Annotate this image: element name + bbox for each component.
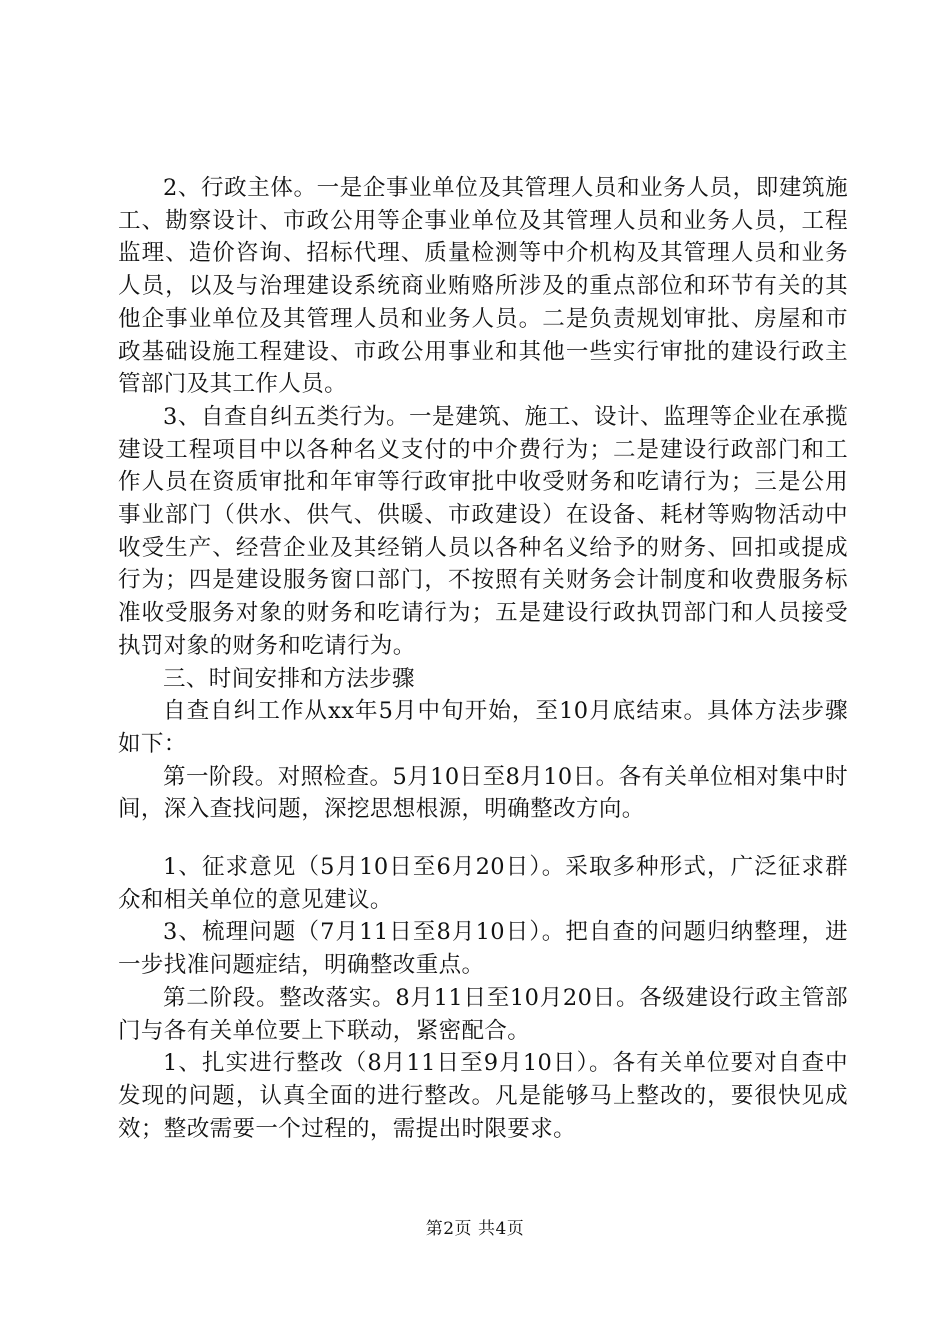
paragraph-schedule-intro: 自查自纠工作从xx年5月中旬开始，至10月底结束。具体方法步骤如下： [118,698,848,757]
paragraph-rectification: 1、扎实进行整改（8月11日至9月10日）。各有关单位要对自查中发现的问题，认真全面的进行整改。凡是能够马上整改的，要很快见成效；整改需要一个过程的，需提出时限要求。 [118,1050,848,1142]
paragraph-phase-one: 第一阶段。对照检查。5月10日至8月10日。各有关单位相对集中时间，深入查找问题，深挖思想根源，明确整改方向。 [118,763,848,823]
paragraph-solicit-opinions: 1、征求意见（5月10日至6月20日）。采取多种形式，广泛征求群众和相关单位的意见建议。 [118,854,848,913]
paragraph-five-behaviors: 3、自查自纠五类行为。一是建筑、施工、设计、监理等企业在承揽建设工程项目中以各种名义支付的中介费行为；二是建设行政部门和工作人员在资质审批和年审等行政审批中收受财务和吃请行为；三是公用事业部门（供水、供气、供暖、市政建设）在设备、耗材等购物活动中收受生产、经营企业及其经销人员以各种名义给予的财务、回扣或提成行为；四是建设服务窗口部门，不按照有关财务会计制度和收费服务标准收受服务对象的财务和吃请行为；五是建设行政执罚部门和人员接受执罚对象的财务和吃请行为。 [118,403,848,659]
page-number-footer: 第2页 共4页 [425,1219,525,1239]
paragraph-sort-problems: 3、梳理问题（7月11日至8月10日）。把自查的问题归纳整理，进一步找准问题症结，明确整改重点。 [118,919,848,979]
section-heading-schedule: 三、时间安排和方法步骤 [163,665,415,692]
paragraph-phase-two: 第二阶段。整改落实。8月11日至10月20日。各级建设行政主管部门与各有关单位要上下联动，紧密配合。 [118,984,848,1044]
document-body [118,172,848,1145]
paragraph-administrative-subjects: 2、行政主体。一是企事业单位及其管理人员和业务人员，即建筑施工、勘察设计、市政公用等企事业单位及其管理人员和业务人员，工程监理、造价咨询、招标代理、质量检测等中介机构及其管理人员和业务人员，以及与治理建设系统商业贿赂所涉及的重点部位和环节有关的其他企事业单位及其管理人员和业务人员。二是负责规划审批、房屋和市政基础设施工程建设、市政公用事业和其他一些实行审批的建设行政主管部门及其工作人员。 [118,175,848,398]
